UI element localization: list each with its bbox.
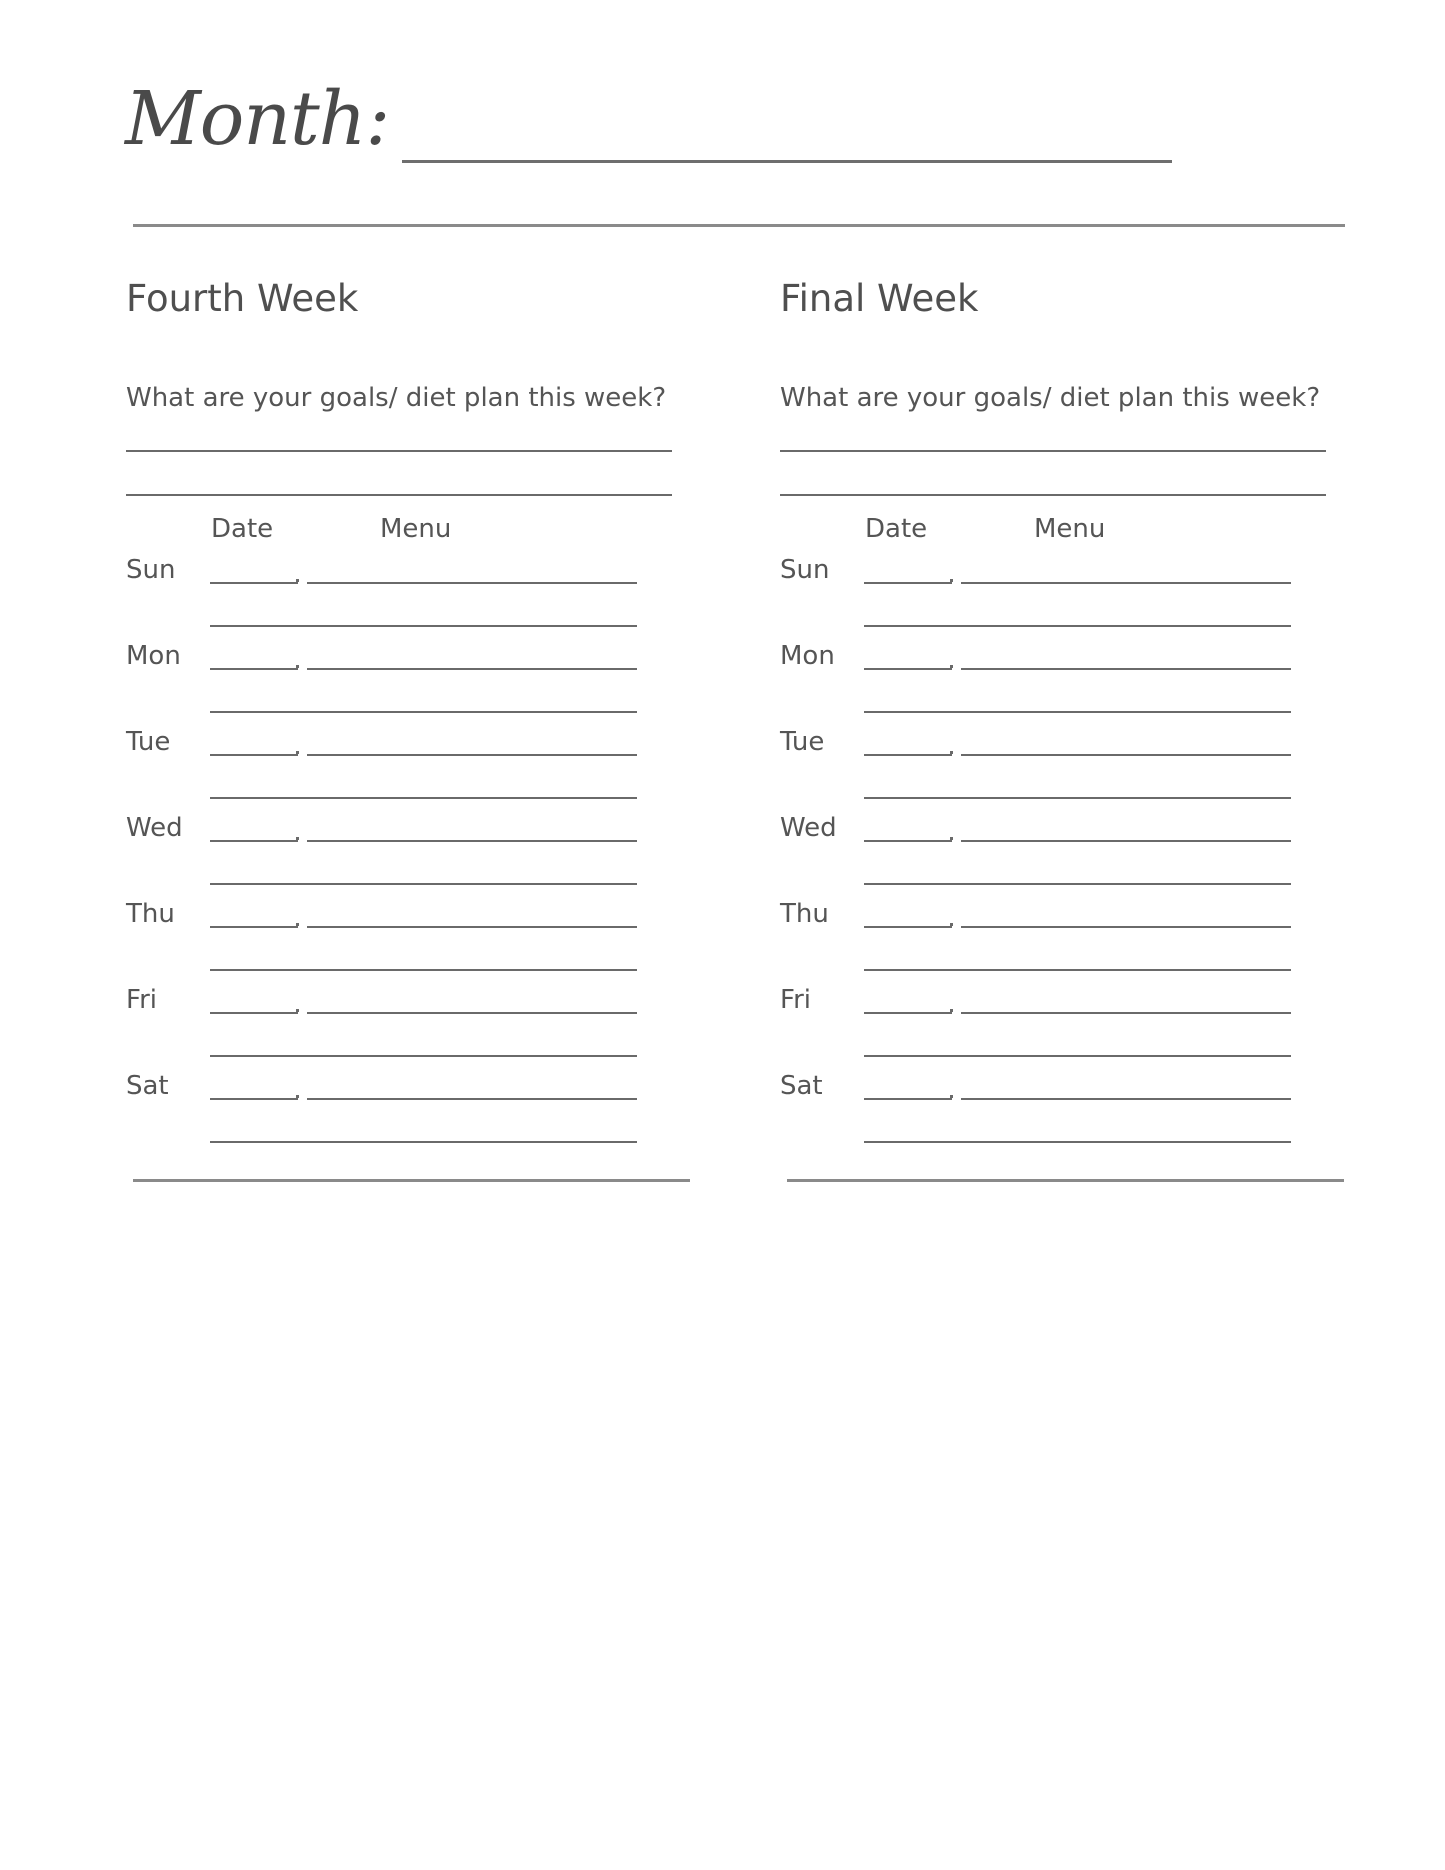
date-column-header: Date xyxy=(865,514,928,544)
day-row-thu xyxy=(780,901,1350,987)
month-label: Month: xyxy=(125,76,390,162)
separator-dot xyxy=(950,1009,953,1012)
menu-line-2[interactable] xyxy=(210,1141,637,1143)
separator-dot xyxy=(950,751,953,754)
day-row-sun xyxy=(126,557,696,643)
day-row-sat xyxy=(126,1073,696,1159)
date-line[interactable] xyxy=(210,668,298,670)
date-line[interactable] xyxy=(210,1012,298,1014)
menu-line[interactable] xyxy=(307,1012,637,1014)
day-label: Fri xyxy=(126,985,157,1015)
day-label: Wed xyxy=(780,813,837,843)
separator-dot xyxy=(296,665,299,668)
separator-dot xyxy=(950,579,953,582)
menu-line[interactable] xyxy=(307,1098,637,1100)
day-label: Tue xyxy=(126,727,171,757)
day-label: Mon xyxy=(126,641,181,671)
day-row-fri xyxy=(126,987,696,1073)
separator-dot xyxy=(950,1095,953,1098)
menu-line[interactable] xyxy=(307,754,637,756)
day-label: Fri xyxy=(780,985,811,1015)
goal-line-1[interactable] xyxy=(126,450,672,452)
menu-line[interactable] xyxy=(307,840,637,842)
separator-dot xyxy=(950,923,953,926)
menu-line[interactable] xyxy=(961,926,1291,928)
menu-column-header: Menu xyxy=(380,514,452,544)
menu-line-2[interactable] xyxy=(864,625,1291,627)
menu-line[interactable] xyxy=(961,754,1291,756)
day-row-sun xyxy=(780,557,1350,643)
bottom-divider xyxy=(133,1179,690,1182)
goal-line-2[interactable] xyxy=(126,494,672,496)
date-line[interactable] xyxy=(210,1098,298,1100)
day-row-mon xyxy=(780,643,1350,729)
date-column-header: Date xyxy=(211,514,274,544)
date-line[interactable] xyxy=(864,582,952,584)
date-line[interactable] xyxy=(864,754,952,756)
date-line[interactable] xyxy=(864,926,952,928)
separator-dot xyxy=(950,665,953,668)
menu-line[interactable] xyxy=(961,1098,1291,1100)
day-label: Sun xyxy=(126,555,176,585)
day-row-thu xyxy=(126,901,696,987)
date-line[interactable] xyxy=(864,1098,952,1100)
day-label: Thu xyxy=(780,899,829,929)
day-label: Mon xyxy=(780,641,835,671)
bottom-divider xyxy=(787,1179,1344,1182)
menu-column-header: Menu xyxy=(1034,514,1106,544)
menu-line-2[interactable] xyxy=(210,883,637,885)
day-row-wed xyxy=(126,815,696,901)
day-row-tue xyxy=(126,729,696,815)
day-label: Sat xyxy=(126,1071,169,1101)
week-title: Final Week xyxy=(780,277,979,320)
menu-line[interactable] xyxy=(961,1012,1291,1014)
date-line[interactable] xyxy=(210,582,298,584)
menu-line[interactable] xyxy=(307,668,637,670)
day-row-fri xyxy=(780,987,1350,1073)
day-row-mon xyxy=(126,643,696,729)
goal-line-2[interactable] xyxy=(780,494,1326,496)
day-row-tue xyxy=(780,729,1350,815)
menu-line[interactable] xyxy=(307,582,637,584)
menu-line-2[interactable] xyxy=(864,883,1291,885)
week-title: Fourth Week xyxy=(126,277,359,320)
separator-dot xyxy=(296,751,299,754)
separator-dot xyxy=(296,837,299,840)
separator-dot xyxy=(296,1009,299,1012)
day-row-sat xyxy=(780,1073,1350,1159)
separator-dot xyxy=(296,579,299,582)
week-goals-question: What are your goals/ diet plan this week? xyxy=(126,383,667,413)
menu-line-2[interactable] xyxy=(210,969,637,971)
menu-line-2[interactable] xyxy=(210,797,637,799)
menu-line-2[interactable] xyxy=(210,711,637,713)
menu-line[interactable] xyxy=(307,926,637,928)
date-line[interactable] xyxy=(864,840,952,842)
menu-line[interactable] xyxy=(961,582,1291,584)
separator-dot xyxy=(296,923,299,926)
day-label: Tue xyxy=(780,727,825,757)
week-section-fourth xyxy=(126,0,696,1200)
day-row-wed xyxy=(780,815,1350,901)
date-line[interactable] xyxy=(864,668,952,670)
day-label: Sun xyxy=(780,555,830,585)
week-section-final xyxy=(780,0,1350,1200)
goal-line-1[interactable] xyxy=(780,450,1326,452)
week-goals-question: What are your goals/ diet plan this week? xyxy=(780,383,1321,413)
menu-line-2[interactable] xyxy=(864,1055,1291,1057)
separator-dot xyxy=(296,1095,299,1098)
menu-line-2[interactable] xyxy=(864,797,1291,799)
menu-line[interactable] xyxy=(961,840,1291,842)
date-line[interactable] xyxy=(210,840,298,842)
day-label: Sat xyxy=(780,1071,823,1101)
menu-line-2[interactable] xyxy=(210,625,637,627)
date-line[interactable] xyxy=(210,926,298,928)
day-label: Wed xyxy=(126,813,183,843)
day-label: Thu xyxy=(126,899,175,929)
menu-line-2[interactable] xyxy=(864,711,1291,713)
menu-line-2[interactable] xyxy=(864,1141,1291,1143)
date-line[interactable] xyxy=(864,1012,952,1014)
menu-line-2[interactable] xyxy=(864,969,1291,971)
date-line[interactable] xyxy=(210,754,298,756)
menu-line-2[interactable] xyxy=(210,1055,637,1057)
menu-line[interactable] xyxy=(961,668,1291,670)
separator-dot xyxy=(950,837,953,840)
